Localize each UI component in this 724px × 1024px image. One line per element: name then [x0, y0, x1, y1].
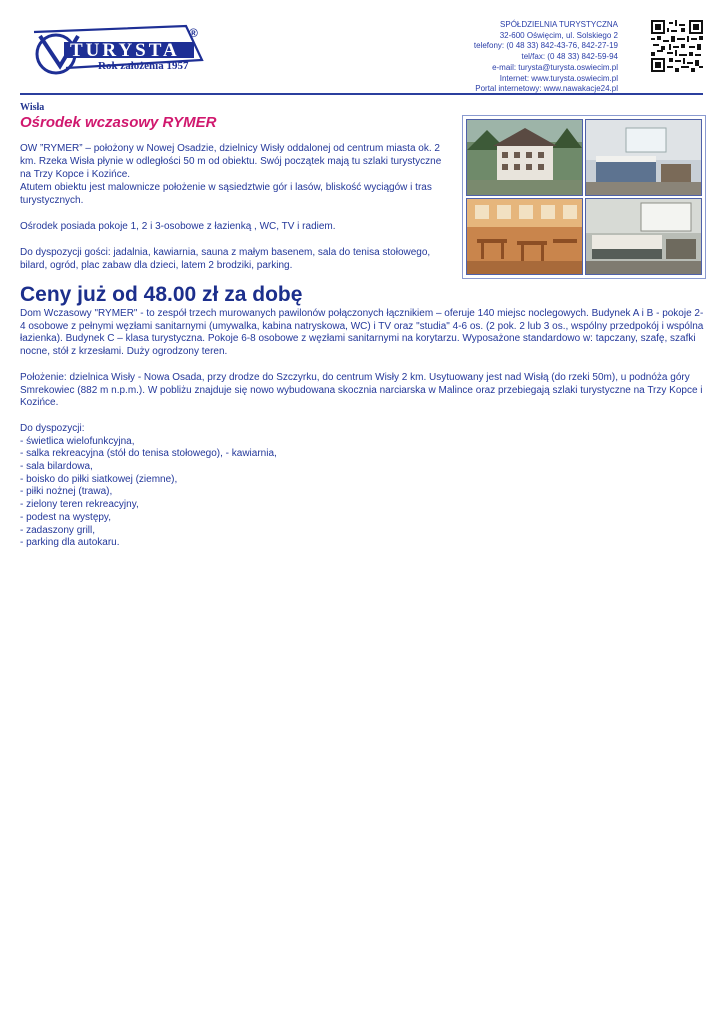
price-headline: Ceny już od 48.00 zł za dobę	[20, 283, 303, 306]
logo-registered-mark: ®	[189, 26, 198, 40]
amenity-item: - zadaszony grill,	[20, 524, 96, 536]
photo-gallery	[462, 115, 706, 279]
qr-code	[651, 20, 703, 72]
amenity-item: - piłki nożnej (trawa),	[20, 486, 113, 498]
location-description: Położenie: dzielnica Wisły - Nowa Osada, przy drodze do Szczyrku, do centrum Wisły 2 km. Usytuowany jest nad Wisłą (do rzeki 50m), u podnóża góry Smrekowiec (882 m n.p.m.). W pobliżu znajduje się nowo wybudowana skocznia narciarska w Malince oraz przebiegają szlaki turystyczne na Trzy Kopce i Kozińce.	[20, 371, 703, 409]
intro-text	[20, 142, 452, 285]
turysta-logo	[26, 22, 206, 80]
contact-org: SPÓŁDZIELNIA TURYSTYCZNA	[500, 20, 618, 29]
intro-paragraph	[20, 142, 452, 207]
amenity-item: - boisko do piłki siatkowej (ziemne),	[20, 473, 178, 485]
city-label: Wisła	[20, 102, 45, 113]
contact-telfax: tel/fax: (0 48 33) 842-59-94	[521, 52, 618, 62]
contact-phones: telefony: (0 48 33) 842-43-76, 842-27-19	[473, 41, 618, 51]
amenity-item: - parking dla autokaru.	[20, 537, 120, 549]
amenities-list	[20, 436, 704, 550]
photo-bedroom-two	[585, 198, 702, 275]
amenities-title: Do dyspozycji:	[20, 422, 85, 434]
description-body	[20, 308, 704, 550]
contact-block	[318, 20, 618, 95]
header-divider	[20, 93, 703, 95]
logo-tagline: Rok założenia 1957	[98, 60, 189, 72]
intro-rooms-text: Ośrodek posiada pokoje 1, 2 i 3-osobowe z łazienką , WC, TV i radiem.	[20, 221, 336, 232]
intro-advantages-text: Atutem obiektu jest malownicze położenie w sąsiedztwie gór i lasów, bliskość wyciągów i tras turystycznych.	[20, 182, 432, 206]
contact-portal[interactable]: Portal internetowy: www.nawakacje24.pl	[475, 84, 618, 94]
resort-title: Ośrodek wczasowy RYMER	[20, 114, 217, 131]
logo-brand-text: TURYSTA	[70, 40, 180, 61]
photo-bedroom-one	[585, 119, 702, 196]
amenity-item: - podest na występy,	[20, 511, 111, 523]
amenity-item: - zielony teren rekreacyjny,	[20, 499, 139, 511]
intro-location-text: OW ”RYMER” – położony w Nowej Osadzie, dzielnicy Wisły oddalonej od centrum miasta ok. 2 km. Rzeka Wisła płynie w odległości 50 m od obiektu. Swój początek mają tu szlaki turystyczne na Trzy Kopce i Kozińce.	[20, 143, 442, 180]
contact-email[interactable]: e-mail: turysta@turysta.oswiecim.pl	[492, 62, 618, 72]
contact-address: 32-600 Oświęcim, ul. Solskiego 2	[499, 30, 618, 40]
contact-internet[interactable]: Internet: www.turysta.oswiecim.pl	[499, 73, 618, 83]
photo-building-exterior	[466, 119, 583, 196]
amenity-item: - salka rekreacyjna (stół do tenisa stołowego), - kawiarnia,	[20, 448, 277, 460]
amenity-item: - sala bilardowa,	[20, 461, 93, 473]
intro-facilities-text: Do dyspozycji gości: jadalnia, kawiarnia, sauna z małym basenem, sala do tenisa stołowego, bilard, ogród, plac zabaw dla dzieci, latem 2 brodziki, parking.	[20, 247, 431, 271]
photo-dining-room	[466, 198, 583, 275]
amenity-item: - świetlica wielofunkcyjna,	[20, 435, 135, 447]
buildings-description: Dom Wczasowy "RYMER" - to zespół trzech murowanych pawilonów połączonych łącznikiem – oferuje 140 miejsc noclegowych. Budynek A i B - pokoje 2-4 osobowe z pełnymi węzłami sanitarnymi (umywalka, kabina natryskowa, WC) i TV oraz "studia" 4-6 os. (2 pok. 2 lub 3 os., wspólny przedpokój i wspólna łazienka). Budynek C – klasa turystyczna. Pokoje 6-8 osobowe z węzłami sanitarnymi na korytarzu. Wyposażone standardowo w: tapczany, szafę, szafki nocne, stół z krzesłami. Duży ogrodzony teren.	[20, 308, 704, 358]
